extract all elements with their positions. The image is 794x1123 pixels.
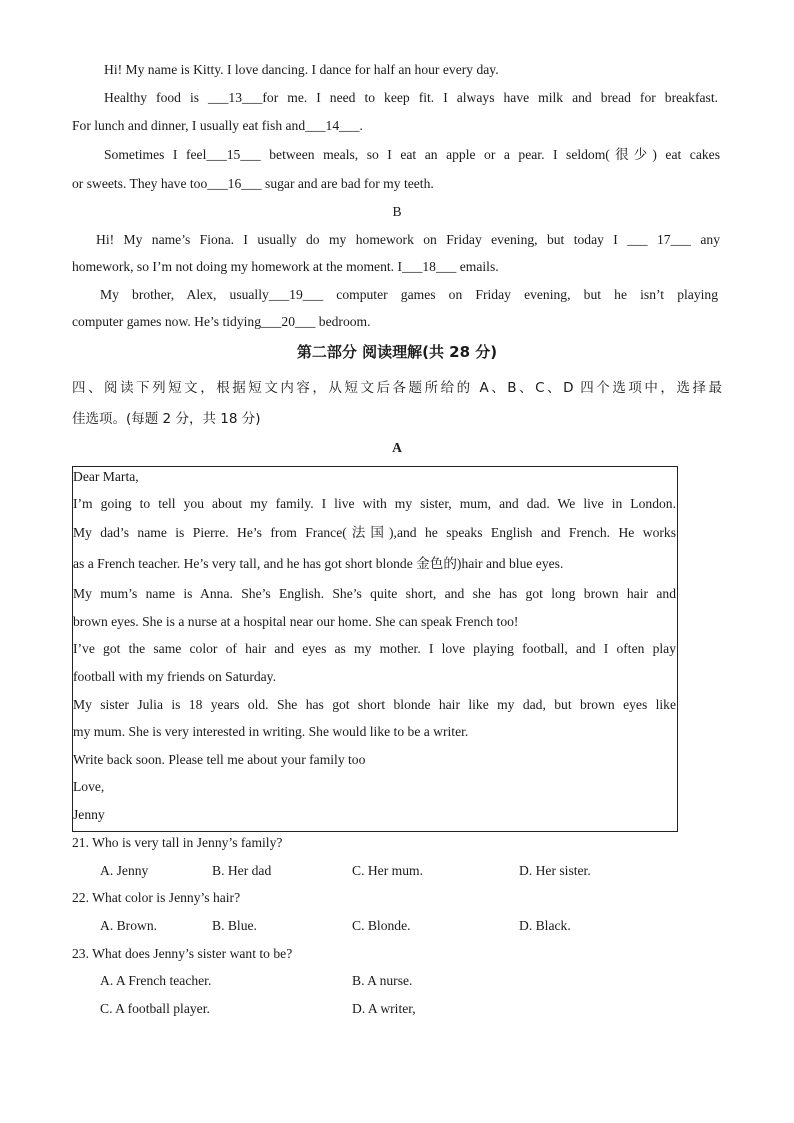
fiona-paragraph-1-line-1: Hi! My name’s Fiona. I usually do my homework on Friday evening, but today I ___ 17___ any [96, 232, 720, 247]
part-two-instruction-line-2: 佳选项。(每题 2 分，共 18 分) [72, 411, 261, 427]
letter-line-4: My mum’s name is Anna. She’s English. She’s quite short, and she has got long brown hair and [73, 586, 676, 601]
kitty-paragraph-1: Hi! My name is Kitty. I love dancing. I dance for half an hour every day. [104, 62, 499, 77]
question-23-option-c[interactable]: C. A football player. [100, 1001, 210, 1016]
kitty-paragraph-2-line-2: For lunch and dinner, I usually eat fish and___14___. [72, 118, 363, 133]
letter-line-2: My dad’s name is Pierre. He’s from France(法国),and he speaks English and French. He works [73, 525, 676, 540]
letter-line-1: I’m going to tell you about my family. I live with my sister, mum, and dad. We live in London. [73, 496, 676, 511]
question-21-stem: 21. Who is very tall in Jenny’s family? [72, 835, 283, 850]
letter-signature: Jenny [73, 807, 105, 822]
question-21-option-a[interactable]: A. Jenny [100, 863, 149, 878]
letter-closing: Love, [73, 779, 105, 794]
letter-greeting: Dear Marta, [73, 469, 139, 484]
letter-line-7: football with my friends on Saturday. [73, 669, 276, 684]
fiona-paragraph-2-line-1: My brother, Alex, usually___19___ computer games on Friday evening, but he isn’t playing [100, 287, 718, 302]
question-23-option-a[interactable]: A. A French teacher. [100, 973, 212, 988]
letter-line-5: brown eyes. She is a nurse at a hospital near our home. She can speak French too! [73, 614, 519, 629]
question-23-option-d[interactable]: D. A writer, [352, 1001, 416, 1016]
fiona-paragraph-2-line-2: computer games now. He’s tidying___20___ bedroom. [72, 314, 371, 329]
kitty-paragraph-3-line-1: Sometimes I feel___15___ between meals, so I eat an apple or a pear. I seldom(很少) eat cakes [104, 147, 720, 162]
letter-line-9: my mum. She is very interested in writing. She would like to be a writer. [73, 724, 469, 739]
question-22-option-d[interactable]: D. Black. [519, 918, 571, 933]
question-23-stem: 23. What does Jenny’s sister want to be? [72, 946, 293, 961]
section-b-label: B [392, 204, 402, 219]
question-21-option-c[interactable]: C. Her mum. [352, 863, 423, 878]
question-22-option-b[interactable]: B. Blue. [212, 918, 257, 933]
kitty-paragraph-3-line-2: or sweets. They have too___16___ sugar and are bad for my teeth. [72, 176, 434, 191]
question-21-option-d[interactable]: D. Her sister. [519, 863, 591, 878]
question-22-stem: 22. What color is Jenny’s hair? [72, 890, 241, 905]
letter-line-3: as a French teacher. He’s very tall, and he has got short blonde 金色的)hair and blue eyes. [73, 556, 564, 571]
letter-line-6: I’ve got the same color of hair and eyes as my mother. I love playing football, and I often play [73, 641, 676, 656]
question-21-option-b[interactable]: B. Her dad [212, 863, 272, 878]
kitty-paragraph-2-line-1: Healthy food is ___13___for me. I need to keep fit. I always have milk and bread for breakfast. [104, 90, 718, 105]
part-two-instruction-line-1: 四、阅读下列短文，根据短文内容，从短文后各题所给的 A、B、C、D 四个选项中，选择最 [72, 380, 722, 396]
question-23-option-b[interactable]: B. A nurse. [352, 973, 413, 988]
fiona-paragraph-1-line-2: homework, so I’m not doing my homework at the moment. I___18___ emails. [72, 259, 499, 274]
question-22-option-a[interactable]: A. Brown. [100, 918, 158, 933]
question-22-option-c[interactable]: C. Blonde. [352, 918, 411, 933]
letter-line-10: Write back soon. Please tell me about your family too [73, 752, 366, 767]
passage-a-label: A [392, 440, 402, 455]
part-two-title: 第二部分 阅读理解(共 28 分) [296, 343, 498, 361]
letter-line-8: My sister Julia is 18 years old. She has got short blonde hair like my dad, but brown eyes like [73, 697, 676, 712]
